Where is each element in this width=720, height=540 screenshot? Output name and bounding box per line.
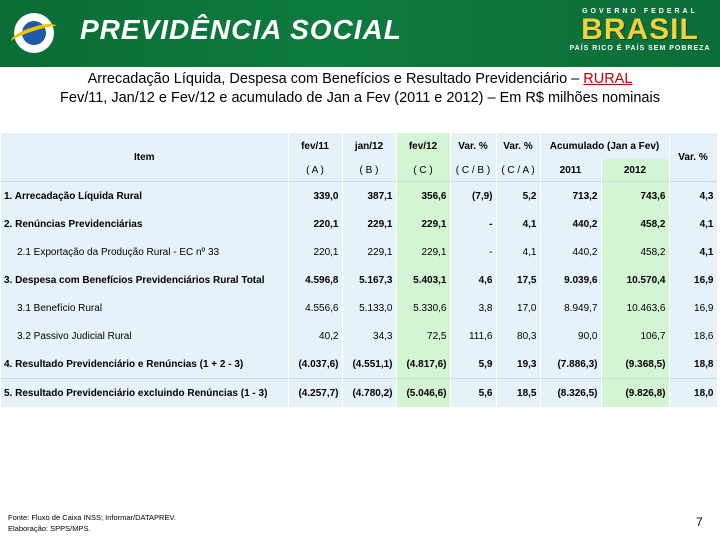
cell-jan12: 229,1 [342, 238, 396, 266]
row-label: 5. Resultado Previdenciário excluindo Renúncias (1 - 3) [1, 379, 288, 408]
cell-2012: 458,2 [601, 238, 669, 266]
cell-2011: 713,2 [540, 182, 601, 211]
row-label: 3. Despesa com Benefícios Previdenciários Rural Total [1, 266, 288, 294]
cell-2012: (9.368,5) [601, 350, 669, 379]
cell-var-cb: - [450, 210, 496, 238]
cell-var-cb: 4,6 [450, 266, 496, 294]
cell-var-ca: 17,0 [496, 294, 540, 322]
cell-var-ca: 80,3 [496, 322, 540, 350]
cell-var-acum: 16,9 [669, 266, 717, 294]
cell-fev11: 339,0 [288, 182, 342, 211]
cell-fev11: 40,2 [288, 322, 342, 350]
source-text: Fonte: Fluxo de Caixa INSS; Informar/DATAPREV. [8, 513, 176, 522]
col-header-acumulado: Acumulado (Jan a Fev) [540, 133, 669, 159]
table-row [1, 379, 717, 408]
cell-var-cb: 3,8 [450, 294, 496, 322]
cell-jan12: 5.133,0 [342, 294, 396, 322]
row-label: 3.1 Benefício Rural [1, 294, 288, 322]
col-header-var2: Var. % [496, 133, 540, 159]
cell-2012: 106,7 [601, 322, 669, 350]
col-sub-2011: 2011 [540, 159, 601, 182]
cell-fev11: (4.257,7) [288, 379, 342, 408]
table-row [1, 322, 717, 350]
col-sub-ca: ( C / A ) [496, 159, 540, 182]
cell-var-ca: 17,5 [496, 266, 540, 294]
gov-name-text: BRASIL [581, 13, 699, 46]
prepared-by-text: Elaboração: SPPS/MPS. [8, 524, 91, 533]
cell-var-acum: 18,0 [669, 379, 717, 408]
col-header-item: Item [1, 133, 288, 182]
gov-top-text: GOVERNO FEDERAL [582, 8, 698, 15]
cell-fev12: 5.403,1 [396, 266, 450, 294]
table-row [1, 182, 717, 211]
cell-fev11: 220,1 [288, 210, 342, 238]
cell-jan12: 229,1 [342, 210, 396, 238]
slide-title-line2: Fev/11, Jan/12 e Fev/12 e acumulado de Jan a Fev (2011 e 2012) – Em R$ milhões nominais [60, 90, 660, 106]
col-sub-cb: ( C / B ) [450, 159, 496, 182]
cell-2011: (7.886,3) [540, 350, 601, 379]
col-sub-c: ( C ) [396, 159, 450, 182]
cell-jan12: 34,3 [342, 322, 396, 350]
slide-title-line1 [0, 71, 720, 87]
cell-jan12: 5.167,3 [342, 266, 396, 294]
row-label: 3.2 Passivo Judicial Rural [1, 322, 288, 350]
header-banner [0, 0, 720, 67]
page-number: 7 [696, 515, 703, 529]
table-row [1, 238, 717, 266]
cell-var-cb: 5,6 [450, 379, 496, 408]
table-row [1, 266, 717, 294]
cell-2012: 10.463,6 [601, 294, 669, 322]
cell-2011: 440,2 [540, 210, 601, 238]
cell-var-acum: 4,3 [669, 182, 717, 211]
cell-fev12: 5.330,6 [396, 294, 450, 322]
cell-2011: (8.326,5) [540, 379, 601, 408]
cell-var-cb: 5,9 [450, 350, 496, 379]
table-row [1, 294, 717, 322]
cell-var-acum: 16,9 [669, 294, 717, 322]
cell-fev12: 72,5 [396, 322, 450, 350]
gov-slogan-text: PAÍS RICO É PAÍS SEM POBREZA [569, 45, 711, 52]
cell-2011: 440,2 [540, 238, 601, 266]
cell-var-ca: 19,3 [496, 350, 540, 379]
cell-var-acum: 4,1 [669, 238, 717, 266]
title-prefix: Arrecadação Líquida, Despesa com Benefícios e Resultado Previdenciário – [87, 71, 584, 87]
cell-var-acum: 4,1 [669, 210, 717, 238]
cell-2012: 743,6 [601, 182, 669, 211]
cell-var-acum: 18,8 [669, 350, 717, 379]
cell-jan12: (4.780,2) [342, 379, 396, 408]
cell-2011: 9.039,6 [540, 266, 601, 294]
title-highlight-rural: RURAL [583, 71, 633, 87]
row-label: 1. Arrecadação Líquida Rural [1, 182, 288, 211]
col-sub-2012: 2012 [601, 159, 669, 182]
col-sub-a: ( A ) [288, 159, 342, 182]
table-row [1, 210, 717, 238]
cell-jan12: (4.551,1) [342, 350, 396, 379]
row-label: 4. Resultado Previdenciário e Renúncias (1 + 2 - 3) [1, 350, 288, 379]
cell-fev11: 4.596,8 [288, 266, 342, 294]
governo-federal-logo [567, 8, 713, 52]
col-header-var-acum: Var. % [669, 133, 717, 182]
cell-2012: 10.570,4 [601, 266, 669, 294]
col-sub-b: ( B ) [342, 159, 396, 182]
header-row-top [1, 133, 717, 159]
cell-2012: (9.826,8) [601, 379, 669, 408]
col-header-var1: Var. % [450, 133, 496, 159]
cell-2012: 458,2 [601, 210, 669, 238]
row-label: 2. Renúncias Previdenciárias [1, 210, 288, 238]
previdencia-logo-icon [14, 13, 54, 53]
cell-fev12: 229,1 [396, 238, 450, 266]
cell-2011: 90,0 [540, 322, 601, 350]
cell-fev12: (5.046,6) [396, 379, 450, 408]
cell-jan12: 387,1 [342, 182, 396, 211]
source-footnote [8, 512, 176, 534]
cell-var-cb: (7,9) [450, 182, 496, 211]
cell-fev11: 4.556,6 [288, 294, 342, 322]
col-header-jan12: jan/12 [342, 133, 396, 159]
cell-var-acum: 18,6 [669, 322, 717, 350]
cell-fev11: (4.037,6) [288, 350, 342, 379]
cell-fev11: 220,1 [288, 238, 342, 266]
brand-title: PREVIDÊNCIA SOCIAL [80, 14, 402, 45]
col-header-fev12: fev/12 [396, 133, 450, 159]
cell-var-ca: 4,1 [496, 238, 540, 266]
col-header-fev11: fev/11 [288, 133, 342, 159]
cell-2011: 8.949,7 [540, 294, 601, 322]
cell-var-cb: - [450, 238, 496, 266]
row-label: 2.1 Exportação da Produção Rural - EC nº 33 [1, 238, 288, 266]
cell-var-ca: 4,1 [496, 210, 540, 238]
cell-var-ca: 18,5 [496, 379, 540, 408]
cell-fev12: (4.817,6) [396, 350, 450, 379]
table-row [1, 350, 717, 379]
rural-results-table [1, 133, 718, 407]
cell-var-cb: 111,6 [450, 322, 496, 350]
cell-var-ca: 5,2 [496, 182, 540, 211]
cell-fev12: 229,1 [396, 210, 450, 238]
cell-fev12: 356,6 [396, 182, 450, 211]
